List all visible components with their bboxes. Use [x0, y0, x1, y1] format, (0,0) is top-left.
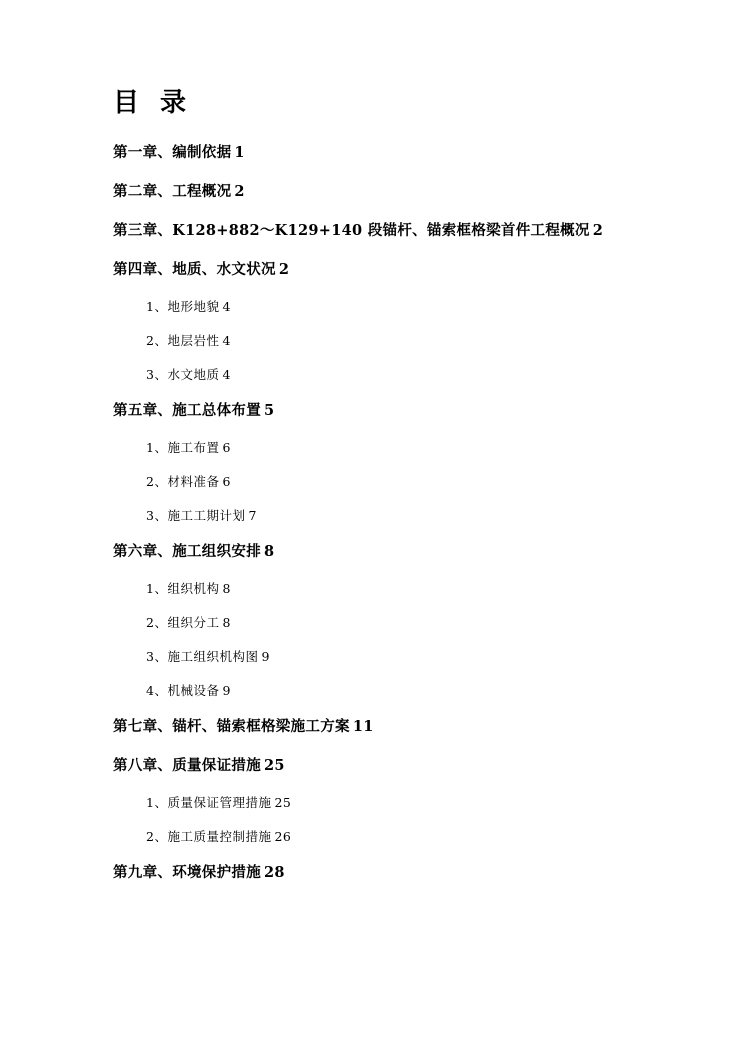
toc-entry[interactable] [113, 681, 674, 699]
toc-entry-page-number: 4 [222, 367, 231, 383]
toc-entry-page-number: 8 [264, 543, 275, 561]
toc-entry-label: 第一章、编制依据 [113, 144, 232, 162]
toc-entry-label: 第三章、K128+882～K129+140 段锚杆、锚索框格梁首件工程概况 [113, 222, 590, 240]
toc-entry-label: 3、施工工期计划 [146, 508, 246, 524]
page-content [113, 88, 674, 900]
toc-entry-label: 1、组织机构 [146, 581, 220, 597]
toc-entry-page-number: 2 [592, 222, 604, 240]
toc-entry-label: 第七章、锚杆、锚索框格梁施工方案 [113, 718, 350, 736]
toc-entry[interactable] [113, 180, 674, 201]
toc-entry-label: 1、质量保证管理措施 [146, 795, 272, 811]
toc-entry[interactable] [113, 861, 674, 882]
toc-entry[interactable] [113, 472, 674, 490]
toc-entry-page-number: 6 [222, 474, 231, 490]
toc-entry-page-number: 4 [222, 333, 231, 349]
toc-entry-page-number: 1 [234, 144, 245, 162]
toc-entry-label: 第二章、工程概况 [113, 183, 232, 201]
toc-entry[interactable] [113, 297, 674, 315]
toc-entry-label: 第四章、地质、水文状况 [113, 261, 276, 279]
toc-entry-page-number: 8 [222, 615, 231, 631]
toc-entry-label: 第六章、施工组织安排 [113, 543, 261, 561]
toc-entry-label: 第五章、施工总体布置 [113, 402, 261, 420]
toc-entry[interactable] [113, 141, 674, 162]
toc-entry-label: 3、施工组织机构图 [146, 649, 259, 665]
toc-entry-page-number: 28 [264, 864, 285, 882]
toc-entry-page-number: 25 [264, 757, 285, 775]
toc-entry-label: 第八章、质量保证措施 [113, 757, 261, 775]
toc-entry[interactable] [113, 540, 674, 561]
toc-entry[interactable] [113, 219, 674, 240]
page-title: 目 录 [113, 88, 193, 118]
toc-entry-page-number: 4 [222, 299, 231, 315]
toc-entry-page-number: 9 [222, 683, 231, 699]
toc-entry[interactable] [113, 258, 674, 279]
toc-entry[interactable] [113, 506, 674, 524]
toc-entry[interactable] [113, 613, 674, 631]
toc-entry-page-number: 7 [248, 508, 257, 524]
toc-entry-label: 第九章、环境保护措施 [113, 864, 261, 882]
toc-entry-page-number: 9 [261, 649, 270, 665]
toc-entry-label: 1、地形地貌 [146, 299, 220, 315]
toc-entry[interactable] [113, 331, 674, 349]
toc-entry-page-number: 6 [222, 440, 231, 456]
toc-entry-label: 3、水文地质 [146, 367, 220, 383]
toc-entry-page-number: 5 [264, 402, 275, 420]
toc-entry[interactable] [113, 715, 674, 736]
toc-entry[interactable] [113, 647, 674, 665]
toc-entry-page-number: 2 [234, 183, 245, 201]
toc-entry-label: 2、施工质量控制措施 [146, 829, 272, 845]
toc-entry-page-number: 25 [274, 795, 292, 811]
toc-entry-page-number: 26 [274, 829, 292, 845]
toc-entry-page-number: 8 [222, 581, 231, 597]
toc-entry[interactable] [113, 827, 674, 845]
toc-entry-label: 2、材料准备 [146, 474, 220, 490]
toc-entry[interactable] [113, 438, 674, 456]
toc-entry-label: 4、机械设备 [146, 683, 220, 699]
toc-entry-label: 1、施工布置 [146, 440, 220, 456]
toc-entry-page-number: 11 [352, 718, 374, 736]
toc-entry[interactable] [113, 399, 674, 420]
toc-entry[interactable] [113, 754, 674, 775]
table-of-contents [113, 141, 674, 882]
toc-entry-label: 2、组织分工 [146, 615, 220, 631]
toc-entry[interactable] [113, 579, 674, 597]
toc-entry[interactable] [113, 793, 674, 811]
toc-entry-page-number: 2 [278, 261, 290, 279]
toc-entry-label: 2、地层岩性 [146, 333, 220, 349]
toc-entry[interactable] [113, 365, 674, 383]
